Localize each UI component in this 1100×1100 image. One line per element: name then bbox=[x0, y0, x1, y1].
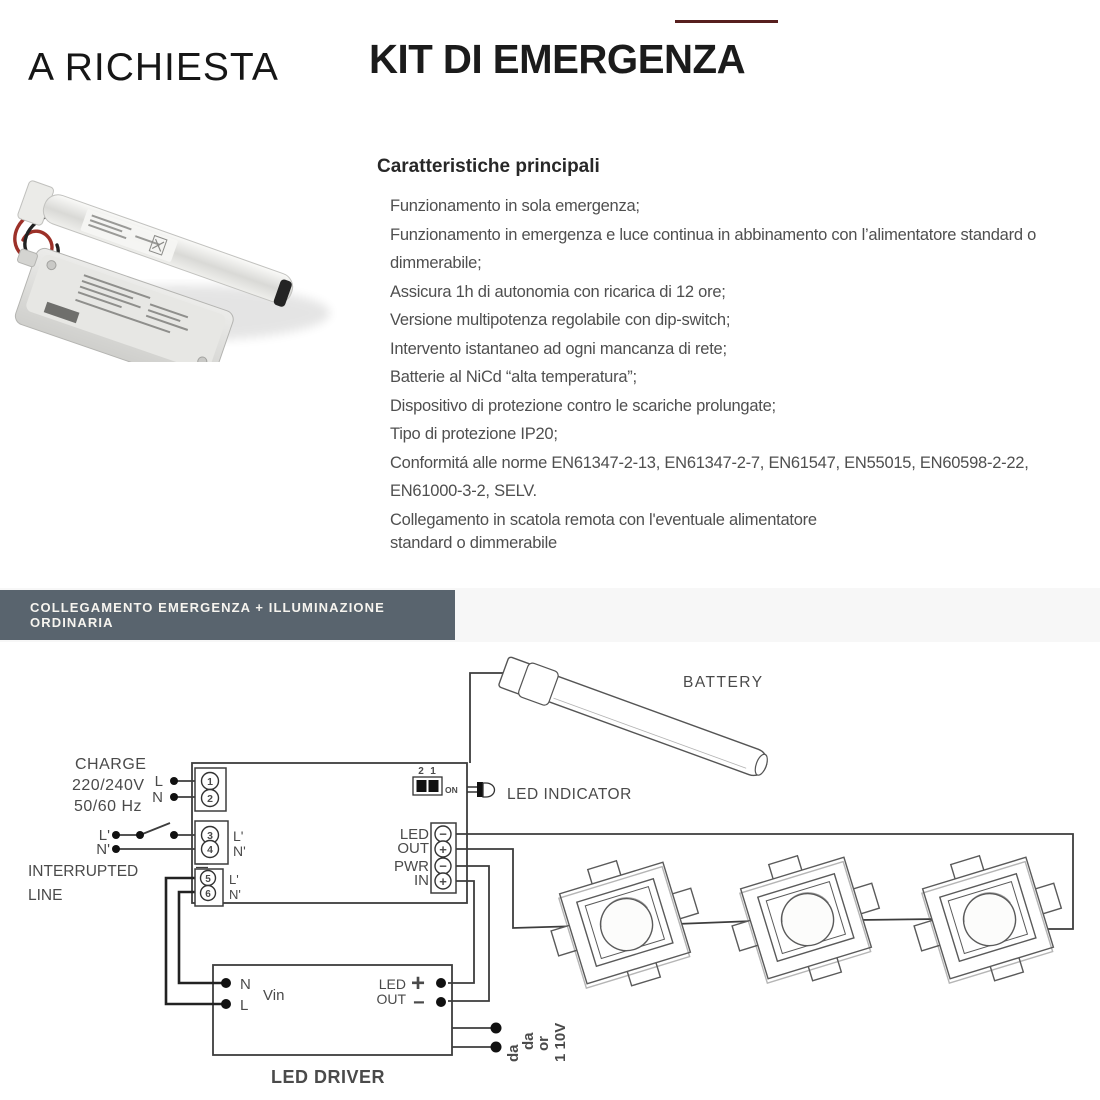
feature-item-closing bbox=[390, 509, 1090, 555]
dip-on-label: ON bbox=[445, 785, 458, 795]
led-indicator-label: LED INDICATOR bbox=[507, 786, 632, 803]
terminal-5-label: L' bbox=[229, 872, 239, 887]
led-out-label-2: OUT bbox=[397, 840, 429, 857]
closing-line-2: standard o dimmerabile bbox=[390, 533, 557, 552]
switched-n-label: N' bbox=[96, 841, 110, 858]
mains-note-2: da bbox=[520, 1032, 537, 1050]
interrupted-label-2: LINE bbox=[28, 887, 63, 904]
terminal-4-label: N' bbox=[233, 843, 246, 859]
page-title: KIT DI EMERGENZA bbox=[369, 36, 746, 82]
driver-l-label: L bbox=[240, 997, 249, 1014]
interrupted-label-1: INTERRUPTED bbox=[28, 863, 139, 880]
mains-note-3: or bbox=[535, 1036, 552, 1051]
driver-out-label: OUT bbox=[376, 991, 406, 1007]
mains-note-4: 1 10V bbox=[552, 1022, 569, 1062]
driver-caption: LED DRIVER bbox=[270, 1067, 386, 1087]
accent-line bbox=[675, 20, 778, 23]
section-banner-label: COLLEGAMENTO EMERGENZA + ILLUMINAZIONE ORDINARIA bbox=[30, 600, 385, 630]
driver-minus-sign: − bbox=[413, 992, 425, 1014]
closing-line-1: Collegamento in scatola remota con l'eventuale alimentatore bbox=[390, 510, 817, 529]
terminal-block-charge bbox=[195, 768, 226, 811]
feature-item: Dispositivo di protezione contro le scariche prolungate; bbox=[390, 396, 776, 415]
terminal-1: 1 bbox=[207, 776, 213, 788]
pwr-in-label-1: PWR bbox=[394, 858, 429, 875]
mains-note bbox=[505, 1023, 569, 1062]
terminal-3-label: L' bbox=[233, 828, 244, 844]
mains-note-1: da bbox=[505, 1044, 522, 1062]
charge-labels bbox=[72, 756, 146, 815]
terminal-6-label: N' bbox=[229, 887, 241, 902]
feature-item: Intervento istantaneo ad ogni mancanza di rete; bbox=[390, 339, 727, 358]
pwr-in-plus: + bbox=[439, 874, 447, 889]
feature-item: Funzionamento in emergenza e luce continua in abbinamento con l’alimentatore standard o dimmerabile; bbox=[390, 225, 1037, 272]
input-l-label: L bbox=[154, 773, 163, 790]
driver-plus-sign: + bbox=[411, 970, 426, 997]
section-banner bbox=[0, 590, 455, 640]
feature-item: Assicura 1h di autonomia con ricarica di 12 ore; bbox=[390, 282, 726, 301]
terminal-2: 2 bbox=[207, 793, 213, 805]
terminal-block-switched bbox=[195, 821, 246, 864]
features-list bbox=[390, 192, 1090, 555]
input-n-label: N bbox=[152, 789, 163, 806]
terminal-4: 4 bbox=[207, 844, 213, 856]
driver-led-label: LED bbox=[378, 976, 406, 992]
driver-n-label: N bbox=[240, 976, 251, 993]
feature-item: Funzionamento in sola emergenza; bbox=[390, 197, 640, 215]
charge-line-2: 220/240V bbox=[72, 777, 145, 794]
terminal-3: 3 bbox=[207, 830, 213, 842]
switched-l-label: L' bbox=[98, 827, 110, 844]
driver-vin-label: Vin bbox=[263, 987, 285, 1004]
led-out-plus: + bbox=[439, 842, 447, 857]
battery-label: BATTERY bbox=[683, 674, 764, 691]
feature-item: Versione multipotenza regolabile con dip-switch; bbox=[390, 311, 731, 329]
spotlight-3 bbox=[900, 837, 1076, 998]
features-heading: Caratteristiche principali bbox=[377, 156, 600, 177]
feature-item: Batterie al NiCd “alta temperatura”; bbox=[390, 368, 637, 386]
led-out-minus: − bbox=[439, 826, 447, 842]
spotlight-2 bbox=[718, 837, 894, 998]
output-terminal-block bbox=[431, 823, 456, 893]
terminal-5: 5 bbox=[205, 874, 211, 885]
pwr-in-minus: − bbox=[439, 858, 447, 874]
terminal-6: 6 bbox=[205, 889, 211, 900]
led-out-label-1: LED bbox=[399, 826, 429, 843]
terminal-block-output bbox=[195, 869, 241, 906]
feature-item: Conformitá alle norme EN61347-2-13, EN61347-2-7, EN61547, EN55015, EN60598-2-22, EN61000-3-2, SELV. bbox=[390, 453, 1029, 500]
charge-line-1: CHARGE bbox=[75, 756, 147, 773]
pwr-in-label-2: IN bbox=[414, 872, 429, 889]
led-indicator bbox=[467, 782, 495, 797]
charge-line-3: 50/60 Hz bbox=[74, 798, 143, 815]
wiring-diagram bbox=[0, 640, 1100, 1100]
dip-label-1: 1 bbox=[430, 766, 436, 777]
page-subtitle: A RICHIESTA bbox=[28, 46, 279, 89]
dip-label-2: 2 bbox=[418, 766, 424, 777]
product-photo bbox=[5, 148, 337, 362]
feature-item: Tipo di protezione IP20; bbox=[390, 425, 558, 443]
